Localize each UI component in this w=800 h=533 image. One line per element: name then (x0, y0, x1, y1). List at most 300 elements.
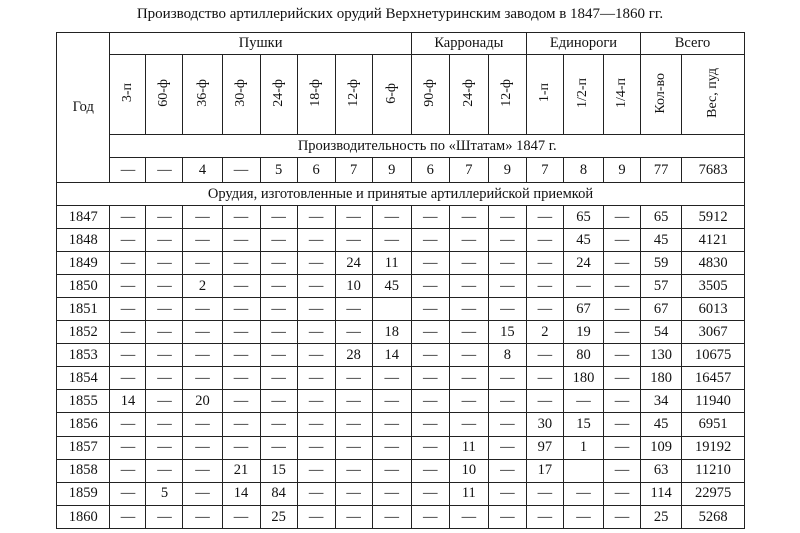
table-row (57, 321, 745, 344)
table-cell: — (604, 459, 641, 482)
table-cell: — (222, 251, 260, 274)
column-header-label: 1/2-п (575, 78, 591, 109)
table-cell: — (183, 436, 222, 459)
table-cell: — (222, 228, 260, 251)
table-cell: — (183, 505, 222, 528)
table-cell: — (222, 505, 260, 528)
table-cell: — (183, 482, 222, 505)
table-cell: — (526, 251, 563, 274)
table-cell: — (110, 251, 146, 274)
table-cell: — (110, 505, 146, 528)
table-cell: 9 (604, 157, 641, 183)
table-cell: 7 (335, 157, 372, 183)
column-header-label: 18-ф (308, 79, 324, 107)
column-header-label: 3-п (119, 83, 135, 103)
table-cell: — (372, 228, 411, 251)
table-cell: 130 (641, 344, 682, 367)
table-cell: 2 (526, 321, 563, 344)
table-cell: — (449, 274, 488, 297)
table-cell: — (526, 274, 563, 297)
table-cell: — (411, 459, 449, 482)
table-cell: — (411, 505, 449, 528)
table-cell: — (526, 298, 563, 321)
table-cell: — (260, 251, 297, 274)
table-cell: — (372, 436, 411, 459)
table-cell: — (110, 321, 146, 344)
table-cell: 24 (335, 251, 372, 274)
section-title: Производительность по «Штатам» 1847 г. (110, 135, 745, 157)
table-cell: — (146, 298, 183, 321)
table-cell: — (488, 274, 526, 297)
table-cell: — (488, 367, 526, 390)
table-cell: — (335, 228, 372, 251)
table-cell: — (449, 344, 488, 367)
table-cell: 20 (183, 390, 222, 413)
table-cell: 14 (372, 344, 411, 367)
table-row (57, 459, 745, 482)
table-cell: 1 (563, 436, 603, 459)
table-cell: — (183, 298, 222, 321)
table-cell: — (297, 482, 335, 505)
column-header (449, 55, 488, 135)
table-cell: 21 (222, 459, 260, 482)
table-cell: — (297, 298, 335, 321)
column-header (222, 55, 260, 135)
table-cell: — (372, 413, 411, 436)
table-cell: — (146, 436, 183, 459)
table-cell: — (297, 390, 335, 413)
table-cell: — (183, 459, 222, 482)
table-cell: 5268 (682, 505, 745, 528)
table-cell: — (526, 482, 563, 505)
table-cell: — (297, 228, 335, 251)
table-cell: 109 (641, 436, 682, 459)
table-cell: — (260, 321, 297, 344)
table-row (57, 228, 745, 251)
table-cell: 4121 (682, 228, 745, 251)
table-cell: 84 (260, 482, 297, 505)
table-cell: 7683 (682, 157, 745, 183)
table-cell: — (372, 482, 411, 505)
table-cell: — (449, 251, 488, 274)
table-cell: 2 (183, 274, 222, 297)
table-cell: — (222, 390, 260, 413)
row-year: 1856 (57, 413, 110, 436)
table-cell: — (449, 228, 488, 251)
column-header-label: 30-ф (233, 79, 249, 107)
table-cell: 11940 (682, 390, 745, 413)
table-cell: — (146, 505, 183, 528)
table-cell: 28 (335, 344, 372, 367)
column-header (335, 55, 372, 135)
table-cell: — (335, 205, 372, 228)
table-cell: — (411, 274, 449, 297)
table-cell: 9 (488, 157, 526, 183)
column-header (411, 55, 449, 135)
column-header (146, 55, 183, 135)
table-cell: — (335, 367, 372, 390)
table-cell: 30 (526, 413, 563, 436)
table-cell: — (146, 321, 183, 344)
table-cell: 16457 (682, 367, 745, 390)
column-headers-row (57, 55, 745, 135)
table-row (57, 413, 745, 436)
table-cell: — (183, 228, 222, 251)
table-cell: — (604, 436, 641, 459)
table-cell: — (335, 436, 372, 459)
table-cell: — (146, 390, 183, 413)
column-header-label: 24-ф (270, 79, 286, 107)
table-cell: — (222, 367, 260, 390)
row-year: 1847 (57, 205, 110, 228)
table-cell: — (449, 321, 488, 344)
year-header: Год (57, 33, 110, 183)
table-cell: — (335, 298, 372, 321)
table-cell: — (604, 321, 641, 344)
table-cell: — (563, 390, 603, 413)
norm-row (57, 157, 745, 183)
row-year: 1854 (57, 367, 110, 390)
table-cell: 11 (449, 482, 488, 505)
table-cell: — (297, 344, 335, 367)
column-header-label: 36-ф (194, 79, 210, 107)
column-header-label: 1/4-п (614, 78, 630, 109)
row-year: 1849 (57, 251, 110, 274)
table-cell: — (526, 390, 563, 413)
table-cell: — (297, 459, 335, 482)
table-row (57, 390, 745, 413)
table-cell: — (449, 390, 488, 413)
table-cell: — (110, 344, 146, 367)
column-header-label: Кол-во (653, 72, 669, 114)
table-cell: — (335, 505, 372, 528)
table-cell: 45 (563, 228, 603, 251)
table-cell: 97 (526, 436, 563, 459)
table-cell: — (260, 228, 297, 251)
table-cell: — (260, 274, 297, 297)
table-cell: — (110, 205, 146, 228)
group-header-total: Всего (641, 33, 745, 55)
row-year: 1850 (57, 274, 110, 297)
table-cell: 180 (641, 367, 682, 390)
table-row (57, 251, 745, 274)
table-cell: — (297, 274, 335, 297)
table-cell: 19 (563, 321, 603, 344)
table-cell: — (297, 205, 335, 228)
table-cell: 18 (372, 321, 411, 344)
column-header-label: Вес, пуд (705, 68, 721, 118)
table-row (57, 367, 745, 390)
section-header-norms (57, 135, 745, 157)
table-cell: — (222, 274, 260, 297)
table-cell: — (563, 274, 603, 297)
table-cell: 25 (260, 505, 297, 528)
table-cell: — (411, 482, 449, 505)
column-header (183, 55, 222, 135)
table-cell: — (222, 298, 260, 321)
table-cell: — (297, 367, 335, 390)
table-cell: 10675 (682, 344, 745, 367)
table-cell: — (372, 367, 411, 390)
table-cell: 7 (449, 157, 488, 183)
table-cell: — (488, 251, 526, 274)
table-cell: 6951 (682, 413, 745, 436)
table-cell: 5912 (682, 205, 745, 228)
table-cell: — (411, 205, 449, 228)
column-header (604, 55, 641, 135)
table-cell: — (449, 298, 488, 321)
table-cell: — (488, 459, 526, 482)
table-cell (372, 298, 411, 321)
column-header (110, 55, 146, 135)
table-cell: — (146, 459, 183, 482)
table-row (57, 274, 745, 297)
table-cell: — (183, 367, 222, 390)
table-cell: 10 (449, 459, 488, 482)
table-cell: — (146, 413, 183, 436)
table-cell: 10 (335, 274, 372, 297)
column-header-label: 12-ф (345, 79, 361, 107)
table-cell: — (110, 436, 146, 459)
row-year: 1852 (57, 321, 110, 344)
row-year: 1858 (57, 459, 110, 482)
table-cell: 14 (110, 390, 146, 413)
table-cell: 45 (641, 228, 682, 251)
table-cell: 63 (641, 459, 682, 482)
table-cell: — (604, 228, 641, 251)
table-cell: 3067 (682, 321, 745, 344)
table-cell: 19192 (682, 436, 745, 459)
table-cell: — (411, 390, 449, 413)
section-title: Орудия, изготовленные и принятые артиллерийской приемкой (57, 183, 745, 206)
table-cell: 5 (146, 482, 183, 505)
table-cell: — (411, 436, 449, 459)
table-cell: — (372, 205, 411, 228)
table-cell: — (604, 390, 641, 413)
table-cell: 7 (526, 157, 563, 183)
table-cell: 9 (372, 157, 411, 183)
table-cell: — (488, 228, 526, 251)
table-cell: 17 (526, 459, 563, 482)
table-cell: 59 (641, 251, 682, 274)
table-cell: — (183, 205, 222, 228)
table-cell: — (488, 505, 526, 528)
table-cell: — (563, 482, 603, 505)
column-header (372, 55, 411, 135)
table-cell: — (411, 251, 449, 274)
table-cell: — (335, 413, 372, 436)
table-cell: 24 (563, 251, 603, 274)
column-header-label: 24-ф (460, 79, 476, 107)
table-row (57, 344, 745, 367)
column-header (641, 55, 682, 135)
table-cell: 6 (297, 157, 335, 183)
table-cell: 22975 (682, 482, 745, 505)
table-cell: — (488, 298, 526, 321)
table-cell: — (488, 482, 526, 505)
table-cell: — (183, 251, 222, 274)
table-cell: — (183, 413, 222, 436)
group-header-carronades: Карронады (411, 33, 526, 55)
table-cell: — (563, 505, 603, 528)
table-cell: — (335, 390, 372, 413)
table-cell: — (488, 205, 526, 228)
artillery-production-table (56, 32, 745, 529)
table-cell: — (604, 505, 641, 528)
table-cell: 25 (641, 505, 682, 528)
table-cell: — (488, 436, 526, 459)
table-row (57, 298, 745, 321)
column-header-label: 90-ф (422, 79, 438, 107)
table-cell: 180 (563, 367, 603, 390)
table-cell: — (110, 274, 146, 297)
table-cell: — (260, 298, 297, 321)
table-cell: — (110, 482, 146, 505)
table-cell: 15 (488, 321, 526, 344)
table-row (57, 436, 745, 459)
table-cell: — (526, 228, 563, 251)
table-cell: — (449, 413, 488, 436)
row-year: 1855 (57, 390, 110, 413)
table-cell: — (260, 367, 297, 390)
table-cell: — (297, 251, 335, 274)
column-header-label: 12-ф (499, 79, 515, 107)
table-cell: — (260, 205, 297, 228)
table-cell: — (260, 390, 297, 413)
table-cell: — (411, 367, 449, 390)
table-cell: — (449, 205, 488, 228)
table-cell: 15 (260, 459, 297, 482)
table-cell: — (604, 344, 641, 367)
table-cell: 11 (449, 436, 488, 459)
table-cell: — (260, 344, 297, 367)
table-cell: — (372, 390, 411, 413)
table-cell: — (411, 413, 449, 436)
table-cell: 45 (641, 413, 682, 436)
table-title: Производство артиллерийских орудий Верхнетуринским заводом в 1847—1860 гг. (136, 6, 664, 22)
table-cell: 65 (641, 205, 682, 228)
table-cell: 8 (563, 157, 603, 183)
table-cell: — (297, 321, 335, 344)
table-cell: — (449, 505, 488, 528)
column-header (563, 55, 603, 135)
table-cell: — (604, 251, 641, 274)
table-cell: — (222, 157, 260, 183)
column-header (297, 55, 335, 135)
table-cell: 11210 (682, 459, 745, 482)
table-cell: — (260, 436, 297, 459)
table-cell: — (604, 482, 641, 505)
table-cell: — (411, 298, 449, 321)
table-cell: — (110, 459, 146, 482)
table-cell: — (449, 367, 488, 390)
row-year: 1859 (57, 482, 110, 505)
table-cell: — (372, 505, 411, 528)
table-cell: — (222, 344, 260, 367)
table-cell: 6 (411, 157, 449, 183)
table-cell: — (488, 390, 526, 413)
table-cell: 15 (563, 413, 603, 436)
table-cell: — (372, 459, 411, 482)
table-cell: 34 (641, 390, 682, 413)
table-cell: — (488, 413, 526, 436)
table-cell: — (183, 344, 222, 367)
table-cell: — (411, 228, 449, 251)
table-row (57, 505, 745, 528)
group-header-unicorns: Единороги (526, 33, 640, 55)
table-cell: — (146, 157, 183, 183)
table-row (57, 205, 745, 228)
header-groups-row (57, 33, 745, 55)
table-cell: 57 (641, 274, 682, 297)
table-cell: — (297, 413, 335, 436)
table-cell: — (110, 413, 146, 436)
table-cell: 45 (372, 274, 411, 297)
table-cell: 11 (372, 251, 411, 274)
table-cell: 67 (563, 298, 603, 321)
table-cell: — (146, 205, 183, 228)
column-header (526, 55, 563, 135)
table-cell: — (604, 298, 641, 321)
row-year: 1851 (57, 298, 110, 321)
row-year: 1857 (57, 436, 110, 459)
column-header (682, 55, 745, 135)
table-cell: — (411, 321, 449, 344)
table-cell: — (604, 413, 641, 436)
table-cell: — (526, 505, 563, 528)
table-cell (563, 459, 603, 482)
section-header-produced (57, 183, 745, 206)
table-cell: — (411, 344, 449, 367)
table-cell: — (526, 344, 563, 367)
column-header-label: 60-ф (156, 79, 172, 107)
column-header (260, 55, 297, 135)
table-cell: 80 (563, 344, 603, 367)
column-header-label: 6-ф (383, 82, 399, 104)
table-cell: 8 (488, 344, 526, 367)
column-header (488, 55, 526, 135)
table-cell: 6013 (682, 298, 745, 321)
table-cell: 54 (641, 321, 682, 344)
table-cell: — (335, 459, 372, 482)
table-cell: 65 (563, 205, 603, 228)
table-cell: — (335, 321, 372, 344)
table-cell: — (604, 367, 641, 390)
table-cell: — (604, 274, 641, 297)
table-cell: — (110, 298, 146, 321)
table-cell: — (183, 321, 222, 344)
row-year: 1853 (57, 344, 110, 367)
table-cell: — (297, 505, 335, 528)
table-cell: 114 (641, 482, 682, 505)
table-cell: — (146, 251, 183, 274)
table-cell: — (146, 367, 183, 390)
table-cell: — (604, 205, 641, 228)
table-cell: — (110, 228, 146, 251)
row-year: 1848 (57, 228, 110, 251)
table-cell: — (146, 274, 183, 297)
table-cell: 67 (641, 298, 682, 321)
table-cell: 4830 (682, 251, 745, 274)
table-cell: — (222, 413, 260, 436)
table-cell: 4 (183, 157, 222, 183)
table-cell: — (110, 367, 146, 390)
table-cell: — (146, 344, 183, 367)
table-cell: — (222, 321, 260, 344)
group-header-cannons: Пушки (110, 33, 411, 55)
table-cell: — (335, 482, 372, 505)
table-cell: 5 (260, 157, 297, 183)
